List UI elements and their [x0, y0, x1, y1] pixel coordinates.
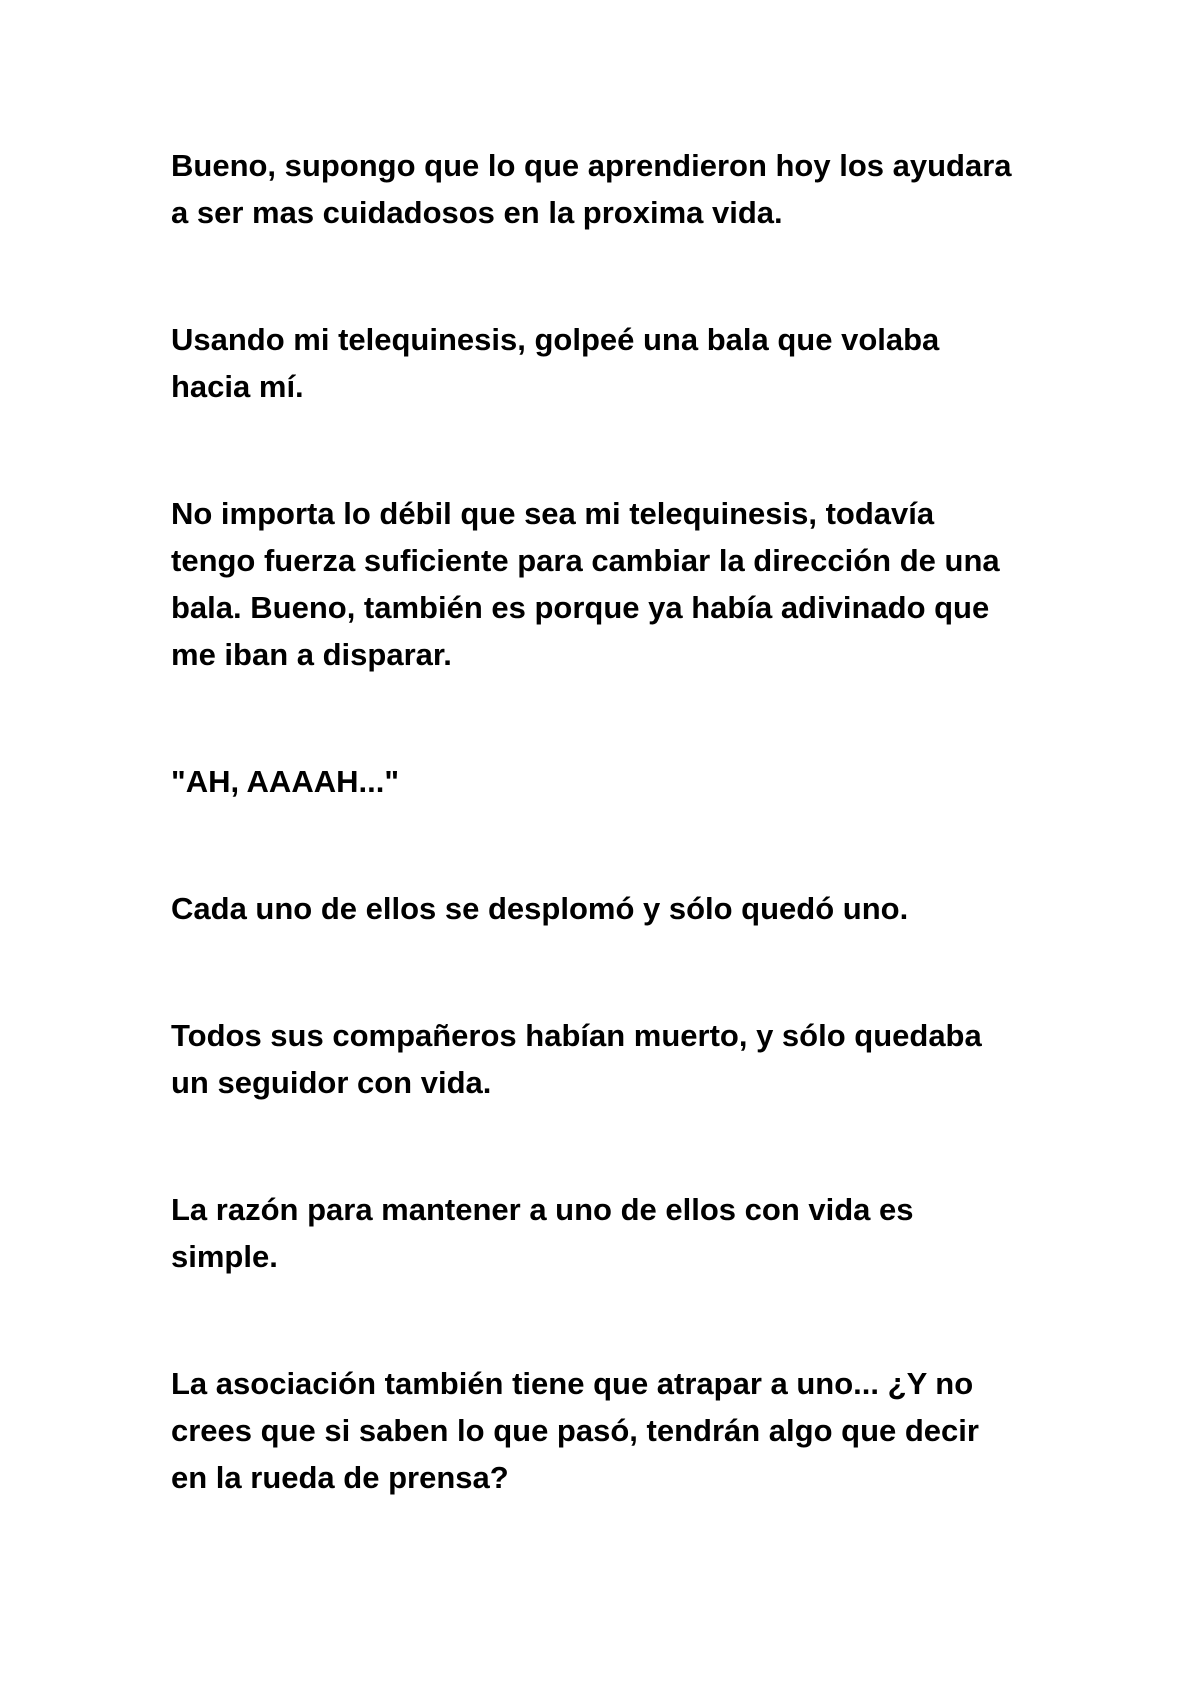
paragraph: [171, 758, 1051, 805]
text-line: bala. Bueno, también es porque ya había adivinado que: [171, 590, 990, 625]
text-line: La asociación también tiene que atrapar a uno... ¿Y no: [171, 1366, 974, 1401]
text-line: tengo fuerza suficiente para cambiar la dirección de una: [171, 543, 1000, 578]
text-line: Todos sus compañeros habían muerto, y sólo quedaba: [171, 1018, 982, 1053]
paragraph: [171, 316, 1051, 410]
paragraph: [171, 490, 1051, 678]
text-line: a ser mas cuidadosos en la proxima vida.: [171, 195, 783, 230]
text-line: Cada uno de ellos se desplomó y sólo quedó uno.: [171, 891, 909, 926]
text-line: La razón para mantener a uno de ellos con vida es: [171, 1192, 914, 1227]
paragraph: [171, 885, 1051, 932]
paragraph: [171, 1186, 1051, 1280]
text-line: "AH, AAAAH...": [171, 764, 400, 799]
text-line: No importa lo débil que sea mi telequinesis, todavía: [171, 496, 935, 531]
text-body: [171, 142, 1051, 1581]
text-line: un seguidor con vida.: [171, 1065, 492, 1100]
text-line: Usando mi telequinesis, golpeé una bala que volaba: [171, 322, 940, 357]
text-line: en la rueda de prensa?: [171, 1460, 509, 1495]
paragraph: [171, 1360, 1051, 1501]
text-line: Bueno, supongo que lo que aprendieron hoy los ayudara: [171, 148, 1012, 183]
text-line: simple.: [171, 1239, 278, 1274]
text-line: crees que si saben lo que pasó, tendrán algo que decir: [171, 1413, 979, 1448]
text-line: hacia mí.: [171, 369, 304, 404]
paragraph: [171, 142, 1051, 236]
text-line: me iban a disparar.: [171, 637, 452, 672]
paragraph: [171, 1012, 1051, 1106]
